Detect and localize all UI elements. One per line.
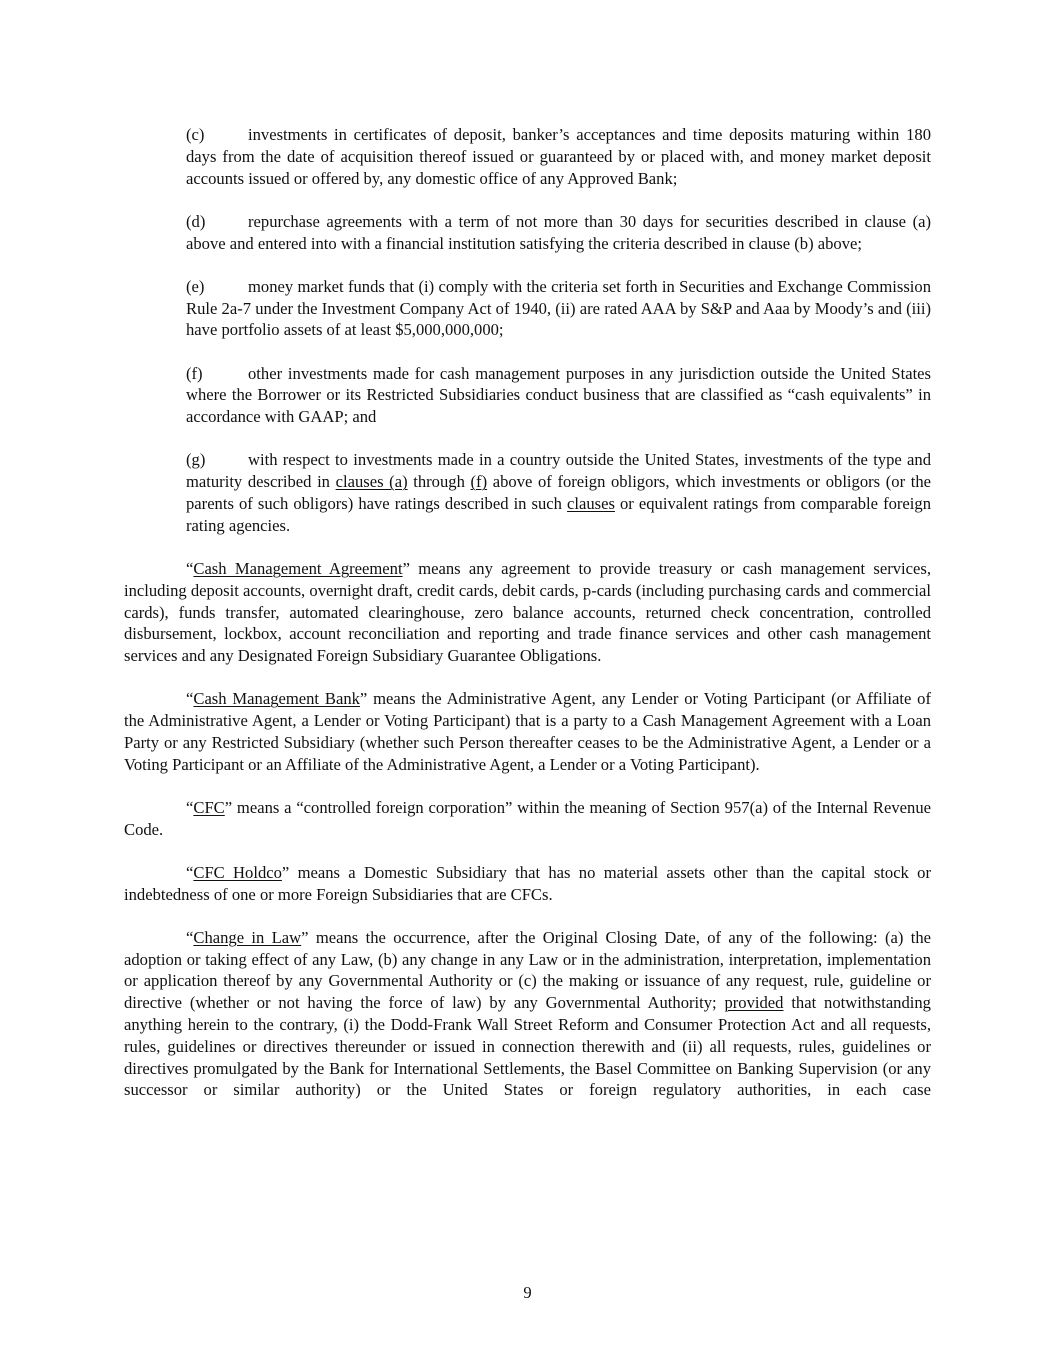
definition-cash-management-agreement xyxy=(124,558,931,667)
clause-label: (e) xyxy=(186,276,205,296)
clause-d xyxy=(186,211,931,255)
clause-f xyxy=(186,363,931,428)
definition-text: ” means a “controlled foreign corporation” within the meaning of Section 957(a) of the Internal Revenue Code. xyxy=(124,797,931,839)
clause-text: above of foreign obligors, which investments or obligors (or the parents of such obligors) have ratings described in such xyxy=(186,472,932,513)
definition-cash-management-bank xyxy=(124,688,931,775)
page-body xyxy=(124,124,931,1101)
definition-text: ” means any agreement to provide treasury or cash management services, including deposit accounts, overnight draft, credit cards, debit cards, p-cards (including purchasing cards and commercial cards), funds transfer, automated clearinghouse, zero balance accounts, returned check concentration, controlled disbursement, lockbox, account reconciliation and reporting and trade finance services and other cash management services and any Designated Foreign Subsidiary Guarantee Obligations. xyxy=(124,558,931,666)
clause-text: investments in certificates of deposit, banker’s acceptances and time deposits maturing within 180 days from the date of acquisition thereof issued or guaranteed by or placed with, and money market deposit accounts issued or offered by, any domestic office of any Approved Bank; xyxy=(186,125,931,188)
definition-cfc-holdco xyxy=(124,862,931,906)
cross-reference: clauses (a) xyxy=(335,472,408,492)
clause-label: (c) xyxy=(186,125,205,144)
clause-text: with respect to investments made in a country outside the United States, investments of the type and maturity described in xyxy=(186,450,931,492)
definition-text: ” means the Administrative Agent, any Lender or Voting Participant (or Affiliate of the Administrative Agent, a Lender or Voting Participant) that is a party to a Cash Management Agreement with a Loan Party or any Restricted Subsidiary (whether such Person thereafter ceases to be the Administrative Agent, a Lender or a Voting Participant or an Affiliate of the Administrative Agent, a Lender or a Voting Participant). xyxy=(124,689,932,774)
clause-c xyxy=(186,124,931,189)
page-number: 9 xyxy=(523,1283,532,1302)
clause-e xyxy=(186,276,931,341)
open-quote: “ xyxy=(186,797,194,817)
open-quote: “ xyxy=(186,558,194,578)
clause-text: money market funds that (i) comply with the criteria set forth in Securities and Exchange Commission Rule 2a-7 under the Investment Company Act of 1940, (ii) are rated AAA by S&P and Aaa by Moody’s and (iii) have portfolio assets of at least $5,000,000,000; xyxy=(186,276,931,340)
defined-term: Change in Law xyxy=(193,927,302,947)
clause-text: through xyxy=(407,472,471,492)
defined-term: Cash Management Agreement xyxy=(193,558,403,578)
cross-reference: clauses xyxy=(567,493,615,513)
definition-text: ” means a Domestic Subsidiary that has no material assets other than the capital stock or indebtedness of one or more Foreign Subsidiaries that are CFCs. xyxy=(124,862,931,904)
defined-term: Cash Management Bank xyxy=(193,689,360,709)
clause-text: other investments made for cash management purposes in any jurisdiction outside the United States where the Borrower or its Restricted Subsidiaries conduct business that are classified as “cash equivalents” in accordance with GAAP; and xyxy=(186,363,931,427)
clause-label: (f) xyxy=(186,363,203,383)
open-quote: “ xyxy=(186,689,194,709)
open-quote: “ xyxy=(186,927,194,947)
cross-reference: (f) xyxy=(470,472,488,492)
defined-term: CFC Holdco xyxy=(193,862,282,882)
proviso-term: provided xyxy=(724,993,784,1013)
definition-text: that notwithstanding anything herein to the contrary, (i) the Dodd-Frank Wall Street Reform and Consumer Protection Act and all requests, rules, guidelines or directives thereunder or issued in connection therewith and (ii) all requests, rules, guidelines or directives promulgated by the Bank for International Settlements, the Basel Committee on Banking Supervision (or any successor or similar authority) or the United States or foreign regulatory authorities, in each case xyxy=(124,993,931,1100)
clause-g xyxy=(186,449,931,536)
definition-cfc xyxy=(124,797,931,841)
clause-text: repurchase agreements with a term of not more than 30 days for securities described in clause (a) above and entered into with a financial institution satisfying the criteria described in clause (b) above; xyxy=(186,211,931,253)
defined-term: CFC xyxy=(193,797,225,817)
clause-label: (d) xyxy=(186,211,206,231)
clause-text: or equivalent ratings from comparable foreign rating agencies. xyxy=(186,493,931,535)
definition-change-in-law xyxy=(124,927,931,1101)
definition-text: ” means the occurrence, after the Original Closing Date, of any of the following: (a) the adoption or taking effect of any Law, (b) any change in any Law or in the administration, interpretation, implementation or application thereof by any Governmental Authority or (c) the making or issuance of any request, rule, guideline or directive (whether or not having the force of law) by any Governmental Authority; xyxy=(124,927,931,1013)
clause-label: (g) xyxy=(186,450,206,470)
open-quote: “ xyxy=(186,862,194,882)
